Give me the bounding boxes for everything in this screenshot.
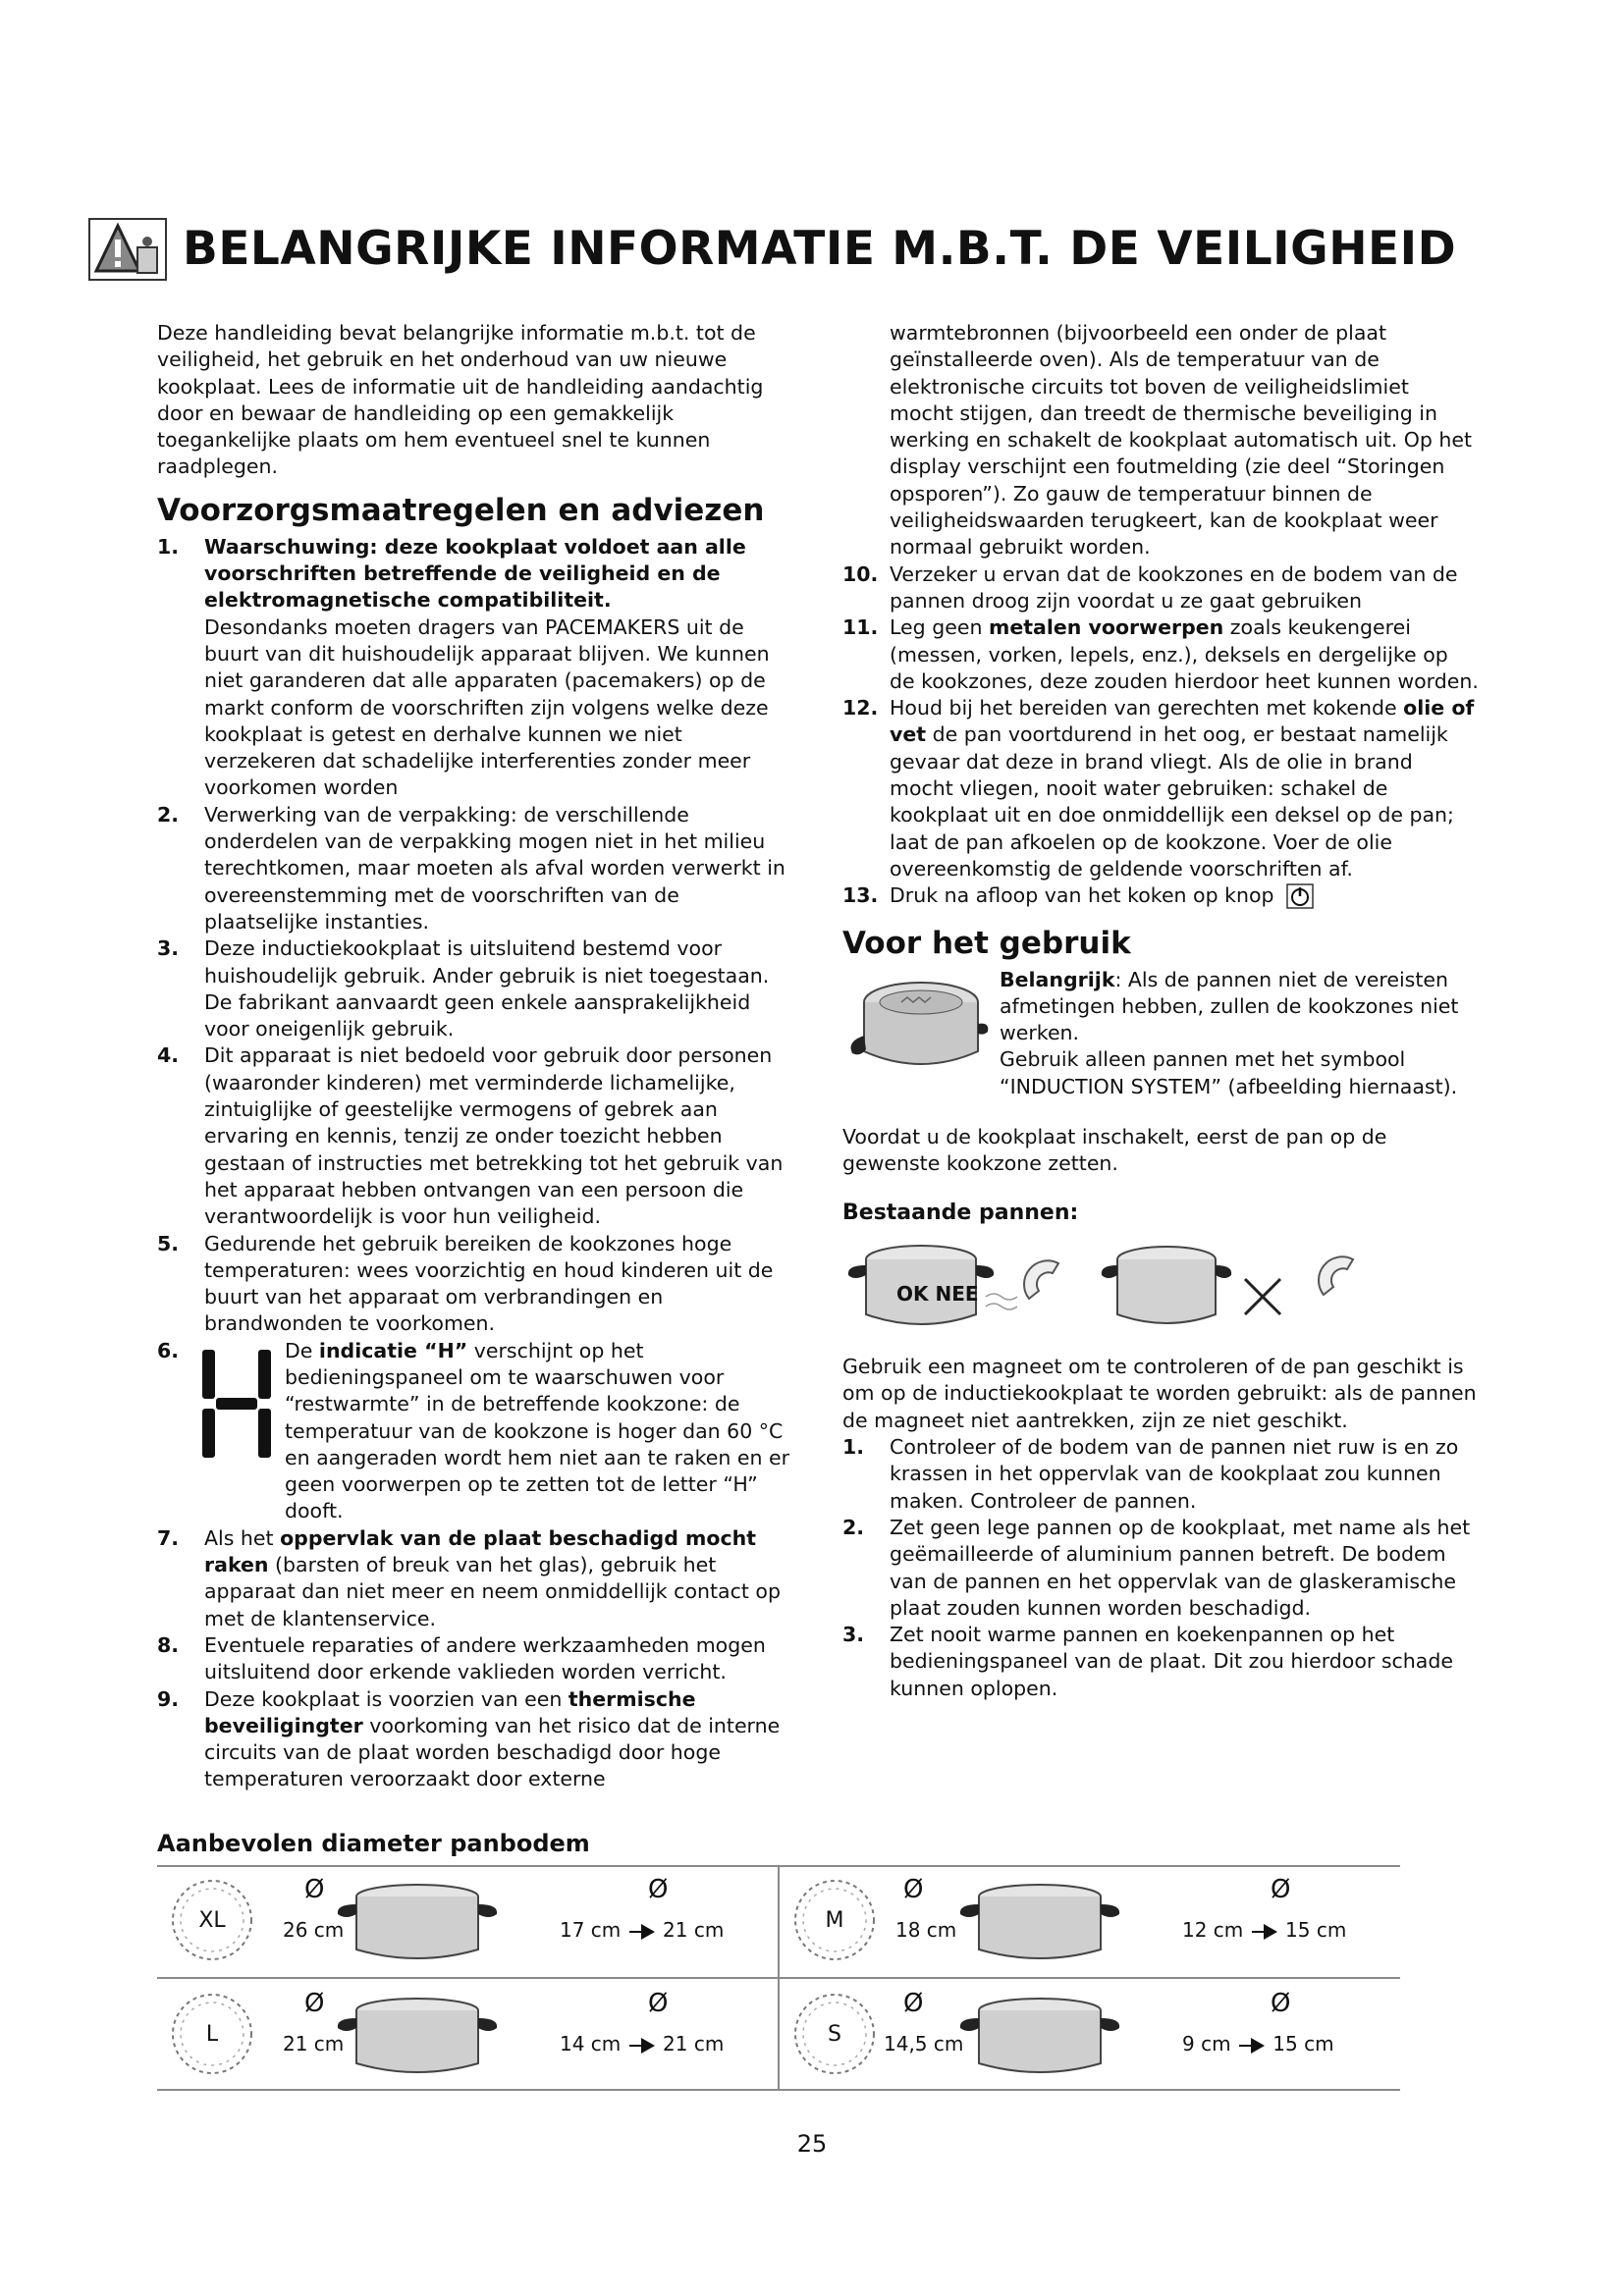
zone-diameter: 18 cm: [895, 1918, 957, 1942]
list-item: 11. Leg geen metalen voorwerpen zoals keukengerei (messen, vorken, lepels, enz.), deksels en dergelijke op de kookzones, deze zouden hierdoor heet kunnen worden.: [842, 615, 1479, 693]
list-item: 4. Dit apparaat is niet bedoeld voor gebruik door personen (waaronder kinderen) met verminderde lichamelijke, zintuiglijke of geestelijke vermogens of gebrek aan ervaring en kennis, tenzij ze onder toezicht hebben gestaan of instructies met betrekking tot het gebruik van het apparaat hebben ontvangen van een persoon die verantwoordelijk is voor hun veiligheid.: [157, 1043, 784, 1229]
right-column: [842, 320, 1479, 1702]
diameter-symbol: Ø: [1271, 1989, 1291, 2018]
range-arrow-icon: [629, 2038, 655, 2054]
diameter-symbol: Ø: [1271, 1875, 1291, 1904]
diameter-table-title: Aanbevolen diameter panbodem: [157, 1830, 590, 1857]
table-cell-s: [780, 1979, 1400, 2092]
list-item: 12. Houd bij het bereiden van gerechten met kokende olie of vet de pan voortdurend in het oog, er bestaat namelijk gevaar dat deze in brand vliegt. Als de olie in brand mocht vliegen, nooit water gebruiken: schakel de kookplaat uit en doe onmiddellijk een deksel op de pan; laat de pan afkoelen op de kookzone. Voer de olie overeenkomstig de geldende voorschriften af.: [842, 696, 1475, 881]
list-item: 3. Deze inductiekookplaat is uitsluitend bestemd voor huishoudelijk gebruik. Ander gebruik is niet toegestaan. De fabrikant aanvaardt geen enkele aansprakelijkheid voor oneigenlijk gebruik.: [157, 936, 770, 1041]
zone-label: XL: [198, 1908, 226, 1933]
ok-nee-label: OK NEE: [896, 1282, 979, 1307]
pan-icon: [334, 1993, 501, 2081]
zone-diameter: 21 cm: [283, 2032, 345, 2056]
table-cell-m: [780, 1865, 1400, 1978]
residual-heat-h-icon: [198, 1346, 275, 1462]
list-item: 9. Deze kookplaat is voorzien van een thermische beveiligingter voorkoming van het risico dat de interne circuits van de plaat worden beschadigd door hoge temperaturen veroorzaakt door externe: [157, 1686, 781, 1791]
range-arrow-icon: [629, 1924, 655, 1940]
pan-icon: [956, 1879, 1123, 1967]
section-heading-precautions: Voorzorgsmaatregelen en adviezen: [157, 492, 765, 528]
zone-label: S: [828, 2022, 841, 2047]
induction-pan-icon: [842, 967, 990, 1085]
range-arrow-icon: [1239, 2038, 1265, 2054]
magnet-test-text: Gebruik een magneet om te controleren of de pan geschikt is om op de inductiekookplaat te worden gebruikt: als de pannen de magneet niet aantrekken, zijn ze niet geschikt.: [842, 1355, 1477, 1432]
list-item-residual-heat: 6. De indicatie “H” verschijnt op het bedieningspaneel om te waarschuwen voor “restwarmte” in de betreffende kookzone: de temperatuur van de kookzone is hoger dan 60 °C en aangeraden wordt hem niet aan te raken en er geen voorwerpen op te zetten tot de letter “H” dooft.: [157, 1338, 790, 1523]
zone-label: M: [825, 1908, 844, 1933]
zone-diameter: 14,5 cm: [884, 2032, 964, 2056]
diameter-symbol: Ø: [903, 1989, 924, 2018]
power-button-icon: [1286, 883, 1314, 909]
pan-diameter-range: 14 cm 21 cm: [560, 2032, 725, 2056]
range-arrow-icon: [1252, 1924, 1277, 1940]
section-heading-before-use: Voor het gebruik: [842, 925, 1131, 961]
table-cell-xl: [157, 1865, 778, 1978]
list-item: 1. Controleer of de bodem van de pannen niet ruw is en zo krassen in het oppervlak van de kookplaat zou kunnen maken. Controleer de pannen.: [842, 1435, 1459, 1513]
intro-paragraph: Deze handleiding bevat belangrijke informatie m.b.t. tot de veiligheid, het gebruik en het onderhoud van uw nieuwe kookplaat. Lees de informatie uit de handleiding aandachtig door en bewaar de handleiding op een gemakkelijk toegankelijke plaats om hem eventueel snel te kunnen raadplegen.: [157, 321, 764, 479]
before-use-text: Voordat u de kookplaat inschakelt, eerst de pan op de gewenste kookzone zetten.: [842, 1124, 1387, 1175]
diameter-symbol: Ø: [304, 1875, 325, 1904]
diameter-symbol: Ø: [304, 1989, 325, 2018]
pan-diameter-range: 12 cm 15 cm: [1182, 1918, 1347, 1942]
left-column: [157, 320, 793, 1793]
list-item: 8. Eventuele reparaties of andere werkzaamheden mogen uitsluitend door erkende vaklieden worden verricht.: [157, 1632, 766, 1684]
pan-diameter-range: 17 cm 21 cm: [560, 1918, 725, 1942]
list-item: 2. Verwerking van de verpakking: de verschillende onderdelen van de verpakking mogen niet in het milieu terechtkomen, maar moeten als afval worden verwerkt in overeenstemming met de voorschriften van de plaatselijke instanties.: [157, 802, 785, 934]
table-cell-l: [157, 1979, 778, 2092]
diameter-symbol: Ø: [648, 1875, 669, 1904]
diameter-symbol: Ø: [648, 1989, 669, 2018]
list-item: 13. Druk na afloop van het koken op knop: [842, 882, 1479, 909]
page-title: BELANGRIJKE INFORMATIE M.B.T. DE VEILIGHEID: [183, 222, 1457, 276]
magnet-test-not-ok-icon: [1088, 1236, 1382, 1344]
zone-diameter: 26 cm: [283, 1918, 345, 1942]
magnet-test-illustration: [842, 1236, 1479, 1344]
list-item: 5. Gedurende het gebruik bereiken de kookzones hoge temperaturen: wees voorzichtig en houd kinderen uit de buurt van het apparaat om verbrandingen en brandwonden te voorkomen.: [157, 1231, 774, 1336]
subheading-existing-pans: Bestaande pannen:: [842, 1201, 1079, 1226]
pan-icon: [956, 1993, 1123, 2081]
induction-note: Belangrijk: Als de pannen niet de vereisten afmetingen hebben, zullen de kookzones niet werken. Gebruik alleen pannen met het symbool “INDUCTION SYSTEM” (afbeelding hiernaast).: [842, 967, 1479, 1124]
list-item: 1. Waarschuwing: deze kookplaat voldoet aan alle voorschriften betreffende de veiligheid en de elektromagnetische compatibiliteit. Desondanks moeten dragers van PACEMAKERS uit de buurt van dit huishoudelijk apparaat blijven. We kunnen niet garanderen dat alle apparaten (pacemakers) op de markt conform de voorschriften zijn volgens welke deze kookplaat is getest en derhalve kunnen we niet verzekeren dat schadelijke interferenties zonder meer voorkomen worden: [157, 534, 770, 800]
zone-label: L: [205, 2022, 219, 2047]
diameter-table: [157, 1865, 1400, 2091]
list-item: 2. Zet geen lege pannen op de kookplaat, met name als het geëmailleerde of aluminium pannen betreft. De bodem van de pannen en het oppervlak van de glaskeramische plaat zouden kunnen worden beschadigd.: [842, 1515, 1471, 1620]
diameter-symbol: Ø: [903, 1875, 924, 1904]
list-item: 3. Zet nooit warme pannen en koekenpannen op het bedieningspaneel van de plaat. Dit zou hierdoor schade kunnen oplopen.: [842, 1623, 1453, 1700]
pan-icon: [334, 1879, 501, 1967]
list-item-continuation: warmtebronnen (bijvoorbeeld een onder de plaat geïnstalleerde oven). Als de temperatuur van de elektronische circuits tot boven de veiligheidslimiet mocht stijgen, dan treedt de thermische beveiliging in werking en schakelt de kookplaat automatisch uit. Op het display verschijnt een foutmelding (zie deel “Storingen opsporen”). Zo gauw de temperatuur binnen de veiligheidswaarden terugkeert, kan de kookplaat weer normaal gebruikt worden.: [890, 321, 1473, 560]
list-item: 7. Als het oppervlak van de plaat beschadigd mocht raken (barsten of breuk van het glas), gebruik het apparaat dan niet meer en neem onmiddellijk contact op met de klantenservice.: [157, 1525, 781, 1630]
warning-manual-icon: [88, 218, 167, 281]
list-item: 10. Verzeker u ervan dat de kookzones en de bodem van de pannen droog zijn voordat u ze gaat gebruiken: [842, 561, 1458, 613]
pan-diameter-range: 9 cm 15 cm: [1182, 2032, 1334, 2056]
page-number: 25: [796, 2130, 828, 2158]
